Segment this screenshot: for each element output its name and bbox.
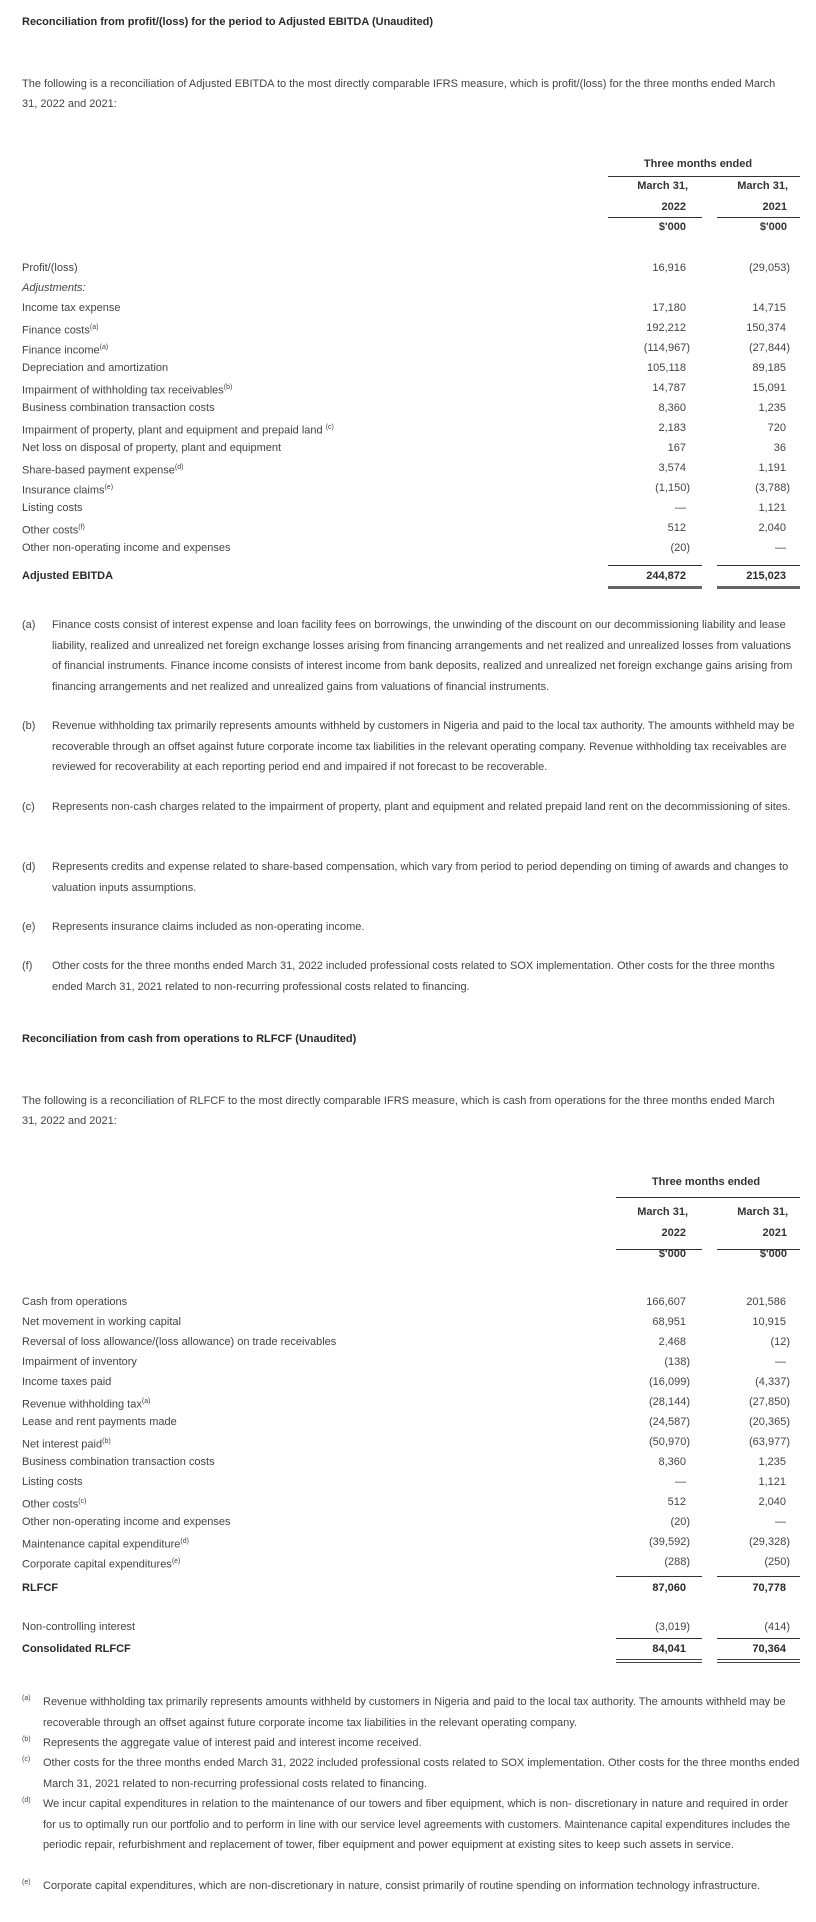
footnote-f: (f) Other costs for the three months ended March 31, 2022 included professional costs related to SOX implementation. Other costs for the three months ended March 31, 2021 related to non-recurring professional costs related to financing. — [22, 960, 775, 993]
ebitda-period-header: Three months ended — [643, 158, 753, 170]
table-row: Maintenance capital expenditure$^{(d)}$ (39,592) (29,328) — [22, 1536, 790, 1551]
footnote-a: (a) Finance costs consist of interest expense and loan facility fees on borrowings, the unwinding of the discount on our decommissioning liability and lease liability, realized and unrealized net foreign exchange losses arising from financing arrangements and net realized and unrealized losses from valuations of financial instruments. Finance income consists of interest income from bank deposits, realized and unrealized net foreign exchange gains arising from financing arrangements and net realized and unrealized gains from valuations of financial instruments. — [22, 619, 793, 693]
ebitda-col1-year: 2022 — [661, 201, 686, 213]
table-row: Business combination transaction costs 8,360 1,235 — [22, 1456, 786, 1468]
rlfcf-col1-header: March 31, — [637, 1206, 688, 1218]
table-row: Depreciation and amortization 105,118 89,185 — [22, 362, 786, 374]
nci-row: Non-controlling interest (3,019) (414) — [22, 1621, 790, 1633]
total-rule — [717, 586, 800, 589]
rlfcf-col2-unit: $'000 — [759, 1248, 787, 1260]
table-row: Impairment of inventory (138) — — [22, 1356, 786, 1368]
table-row: Other costs$^{(f)}$ 512 2,040 — [22, 522, 786, 537]
subtotal-row: RLFCF 87,060 70,778 — [22, 1582, 786, 1594]
total-row: Consolidated RLFCF 84,041 70,364 — [22, 1643, 786, 1655]
rlfcf-period-header: Three months ended — [651, 1176, 761, 1188]
rlfcf-col1-year: 2022 — [661, 1227, 686, 1239]
footnote-c: (c) Represents non-cash charges related to the impairment of property, plant and equipment and related prepaid land rent on the decommissioning of sites. — [22, 801, 791, 813]
footnote-b: (b) Revenue withholding tax primarily represents amounts withheld by customers in Nigeria and paid to the local tax authority. The amounts withheld may be recoverable through an offset against future corporate income tax liabilities in the relevant operating company. Revenue withholding tax receivables are reviewed for recoverability at each reporting period end and impaired if not forecast to be recoverable. — [22, 720, 795, 773]
ebitda-col1-header: March 31, — [637, 180, 688, 192]
table-row: Finance income$^{(a)}$ (114,967) (27,844) — [22, 342, 790, 357]
table-row: Insurance claims$^{(e)}$ (1,150) (3,788) — [22, 482, 790, 497]
table-row: Finance costs$^{(a)}$ 192,212 150,374 — [22, 322, 786, 337]
ebitda-col2-year: 2021 — [762, 201, 787, 213]
table-row: Other non-operating income and expenses (20) — — [22, 542, 786, 554]
footnote-a: (a) Revenue withholding tax primarily represents amounts withheld by customers in Nigeria and paid to the local tax authority. The amounts withheld may be recoverable through an offset against future corporate income tax liabilities in the relevant operating company. — [22, 1695, 786, 1729]
subtotal-rule — [717, 1576, 800, 1577]
footnote-d: (d) Represents credits and expense related to share-based compensation, which vary from period to period depending on timing of awards and changes to valuation inputs assumptions. — [22, 861, 789, 894]
total-double-rule — [616, 1659, 702, 1663]
footnote-c: (c) Other costs for the three months ended March 31, 2022 included professional costs related to SOX implementation. Other costs for the three months ended March 31, 2021 related to non-recurring professional costs related to financing. — [22, 1756, 800, 1790]
table-row: Business combination transaction costs 8,360 1,235 — [22, 402, 786, 414]
rlfcf-section-title: Reconciliation from cash from operations to RLFCF (Unaudited) — [22, 1033, 357, 1045]
table-row: Adjustments: — [22, 282, 86, 294]
table-row: Listing costs — 1,121 — [22, 502, 786, 514]
table-row: Lease and rent payments made (24,587) (20,365) — [22, 1416, 790, 1428]
col2-rule — [717, 217, 800, 218]
footnote-b: (b) Represents the aggregate value of interest paid and interest income received. — [22, 1736, 422, 1749]
footnote-e: (e) Represents insurance claims included as non-operating income. — [22, 921, 365, 933]
table-row: Corporate capital expenditures$^{(e)}$ (288) (250) — [22, 1556, 790, 1571]
table-row: Impairment of withholding tax receivables$^{(b)}$ 14,787 15,091 — [22, 382, 786, 397]
table-row: Income taxes paid (16,099) (4,337) — [22, 1376, 790, 1388]
rlfcf-col2-header: March 31, — [737, 1206, 788, 1218]
subtotal-rule — [616, 1576, 702, 1577]
ebitda-section-title: Reconciliation from profit/(loss) for the period to Adjusted EBITDA (Unaudited) — [22, 16, 434, 28]
ebitda-intro: The following is a reconciliation of Adjusted EBITDA to the most directly comparable IFRS measure, which is profit/(loss) for the three months ended March 31, 2022 and 2021: — [22, 78, 776, 110]
table-row: Other non-operating income and expenses (20) — — [22, 1516, 786, 1528]
footnote-e: (e) Corporate capital expenditures, which are non-discretionary in nature, consist primarily of routine spending on information technology infrastructure. — [22, 1879, 761, 1892]
ebitda-col2-unit: $'000 — [759, 221, 787, 233]
col1-rule — [608, 217, 702, 218]
table-row: Net interest paid$^{(b)}$ (50,970) (63,977) — [22, 1436, 790, 1451]
table-row: Net movement in working capital 68,951 10,915 — [22, 1316, 786, 1328]
ebitda-col2-header: March 31, — [737, 180, 788, 192]
rlfcf-col1-unit: $'000 — [658, 1248, 686, 1260]
table-row: Revenue withholding tax$^{(a)}$ (28,144) (27,850) — [22, 1396, 790, 1411]
rlfcf-col2-year: 2021 — [762, 1227, 787, 1239]
total-rule — [608, 586, 702, 589]
total-row: Adjusted EBITDA 244,872 215,023 — [22, 570, 786, 582]
table-row: Profit/(loss) 16,916 (29,053) — [22, 262, 790, 274]
footnote-d: (d) We incur capital expenditures in relation to the maintenance of our towers and fiber equipment, which is non- discretionary in nature and required in order for us to optimally run our portfolio and to perform in line with our service level agreements with customers. Maintenance capital expenditures includes the periodic repair, refurbishment and replacement of tower, fiber equipment and power equipment at existing sites to keep such assets in service. — [22, 1797, 791, 1851]
table-row: Net loss on disposal of property, plant and equipment 167 36 — [22, 442, 786, 454]
table-row: Cash from operations 166,607 201,586 — [22, 1296, 786, 1308]
table-row: Share-based payment expense$^{(d)}$ 3,574 1,191 — [22, 462, 786, 477]
rlfcf-intro: The following is a reconciliation of RLFCF to the most directly comparable IFRS measure, which is cash from operations for the three months ended March 31, 2022 and 2021: — [22, 1095, 775, 1127]
header-rule — [608, 176, 800, 177]
table-row: Other costs$^{(c)}$ 512 2,040 — [22, 1496, 786, 1511]
header-rule — [616, 1197, 800, 1198]
total-double-rule — [717, 1659, 800, 1663]
table-row: Reversal of loss allowance/(loss allowance) on trade receivables 2,468 (12) — [22, 1336, 790, 1348]
table-row: Listing costs — 1,121 — [22, 1476, 786, 1488]
table-row: Impairment of property, plant and equipment and prepaid land $^{(c)}$ 2,183 720 — [22, 422, 786, 437]
ebitda-col1-unit: $'000 — [658, 221, 686, 233]
table-row: Income tax expense 17,180 14,715 — [22, 302, 786, 314]
